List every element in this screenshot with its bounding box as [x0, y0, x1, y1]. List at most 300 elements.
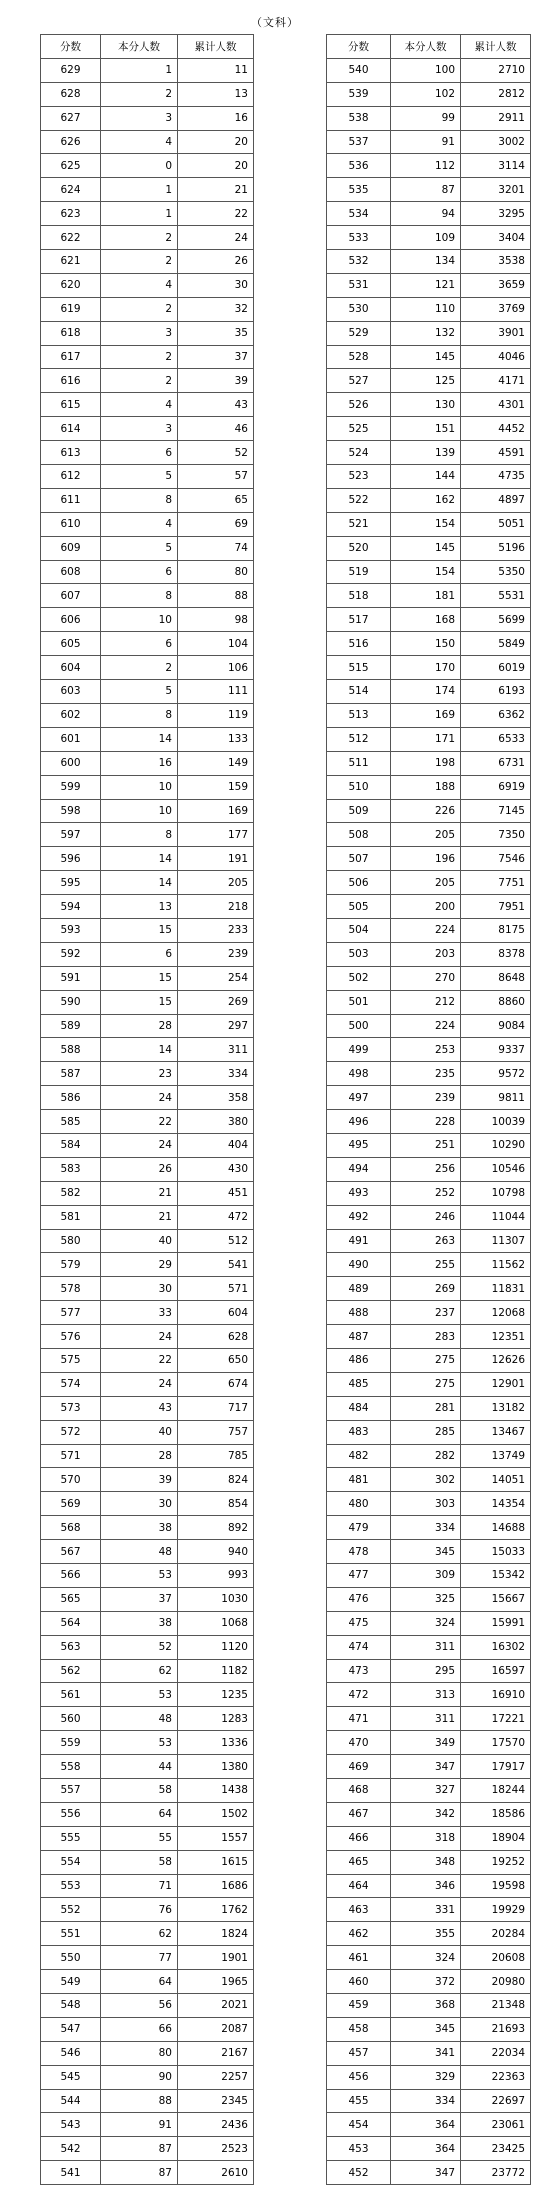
count-cell: 6: [101, 942, 178, 966]
count-cell: 99: [391, 106, 461, 130]
score-cell: 551: [41, 1922, 101, 1946]
score-cell: 462: [327, 1922, 391, 1946]
cumulative-cell: 23061: [461, 2113, 531, 2137]
count-cell: 139: [391, 441, 461, 465]
table-row: [41, 584, 254, 608]
count-cell: 38: [101, 1516, 178, 1540]
table-row: [41, 918, 254, 942]
count-cell: 282: [391, 1444, 461, 1468]
cumulative-cell: 74: [178, 536, 254, 560]
table-row: [41, 1205, 254, 1229]
count-cell: 134: [391, 250, 461, 274]
count-cell: 48: [101, 1707, 178, 1731]
count-cell: 188: [391, 775, 461, 799]
table-row: [41, 154, 254, 178]
cumulative-cell: 14051: [461, 1468, 531, 1492]
table-row: [327, 1014, 531, 1038]
cumulative-cell: 2087: [178, 2017, 254, 2041]
count-cell: 327: [391, 1779, 461, 1803]
score-cell: 480: [327, 1492, 391, 1516]
score-cell: 530: [327, 297, 391, 321]
count-cell: 324: [391, 1946, 461, 1970]
count-cell: 349: [391, 1731, 461, 1755]
score-cell: 491: [327, 1229, 391, 1253]
count-cell: 4: [101, 512, 178, 536]
count-cell: 281: [391, 1396, 461, 1420]
table-row: [41, 1779, 254, 1803]
table-row: [327, 1062, 531, 1086]
cumulative-cell: 6919: [461, 775, 531, 799]
cumulative-cell: 24: [178, 226, 254, 250]
score-cell: 575: [41, 1348, 101, 1372]
score-cell: 536: [327, 154, 391, 178]
table-row: [41, 1086, 254, 1110]
cumulative-cell: 21: [178, 178, 254, 202]
score-cell: 594: [41, 895, 101, 919]
cumulative-cell: 11044: [461, 1205, 531, 1229]
cumulative-cell: 5051: [461, 512, 531, 536]
score-cell: 498: [327, 1062, 391, 1086]
count-cell: 48: [101, 1540, 178, 1564]
cumulative-cell: 13: [178, 82, 254, 106]
count-cell: 346: [391, 1874, 461, 1898]
score-cell: 463: [327, 1898, 391, 1922]
count-cell: 125: [391, 369, 461, 393]
cumulative-cell: 13467: [461, 1420, 531, 1444]
table-row: [41, 1707, 254, 1731]
count-cell: 109: [391, 226, 461, 250]
score-cell: 581: [41, 1205, 101, 1229]
cumulative-cell: 6019: [461, 656, 531, 680]
score-cell: 627: [41, 106, 101, 130]
cumulative-cell: 19252: [461, 1850, 531, 1874]
table-row: [327, 1874, 531, 1898]
score-cell: 597: [41, 823, 101, 847]
cumulative-cell: 1901: [178, 1946, 254, 1970]
table-row: [327, 1970, 531, 1994]
score-cell: 481: [327, 1468, 391, 1492]
cumulative-cell: 43: [178, 393, 254, 417]
count-cell: 33: [101, 1301, 178, 1325]
score-cell: 526: [327, 393, 391, 417]
table-row: [41, 1420, 254, 1444]
cumulative-cell: 15033: [461, 1540, 531, 1564]
count-cell: 4: [101, 130, 178, 154]
table-row: [41, 1157, 254, 1181]
count-cell: 168: [391, 608, 461, 632]
table-row: [327, 608, 531, 632]
count-cell: 30: [101, 1277, 178, 1301]
score-cell: 552: [41, 1898, 101, 1922]
count-cell: 364: [391, 2137, 461, 2161]
score-cell: 569: [41, 1492, 101, 1516]
score-cell: 476: [327, 1587, 391, 1611]
count-cell: 311: [391, 1707, 461, 1731]
count-cell: 40: [101, 1420, 178, 1444]
table-row: [327, 1133, 531, 1157]
table-row: [327, 58, 531, 82]
score-cell: 613: [41, 441, 101, 465]
table-row: [327, 703, 531, 727]
table-row: [327, 942, 531, 966]
count-cell: 2: [101, 369, 178, 393]
score-cell: 516: [327, 632, 391, 656]
score-cell: 565: [41, 1587, 101, 1611]
score-cell: 609: [41, 536, 101, 560]
table-row: [327, 1038, 531, 1062]
score-cell: 540: [327, 58, 391, 82]
score-cell: 554: [41, 1850, 101, 1874]
count-cell: 144: [391, 465, 461, 489]
table-row: [327, 2017, 531, 2041]
cumulative-cell: 98: [178, 608, 254, 632]
count-cell: 3: [101, 321, 178, 345]
count-cell: 10: [101, 608, 178, 632]
cumulative-cell: 22697: [461, 2089, 531, 2113]
table-header-row: [327, 35, 531, 59]
cumulative-cell: 2610: [178, 2161, 254, 2185]
cumulative-cell: 824: [178, 1468, 254, 1492]
cumulative-cell: 297: [178, 1014, 254, 1038]
score-cell: 459: [327, 1994, 391, 2018]
table-row: [41, 1181, 254, 1205]
score-cell: 510: [327, 775, 391, 799]
score-cell: 629: [41, 58, 101, 82]
count-cell: 181: [391, 584, 461, 608]
count-cell: 345: [391, 2017, 461, 2041]
count-cell: 200: [391, 895, 461, 919]
score-cell: 513: [327, 703, 391, 727]
score-cell: 580: [41, 1229, 101, 1253]
cumulative-cell: 451: [178, 1181, 254, 1205]
cumulative-cell: 7546: [461, 847, 531, 871]
count-cell: 6: [101, 560, 178, 584]
table-row: [41, 369, 254, 393]
count-cell: 347: [391, 1755, 461, 1779]
table-row: [41, 273, 254, 297]
table-row: [327, 632, 531, 656]
cumulative-cell: 17570: [461, 1731, 531, 1755]
cumulative-cell: 65: [178, 488, 254, 512]
table-row: [327, 1444, 531, 1468]
score-cell: 477: [327, 1564, 391, 1588]
cumulative-cell: 541: [178, 1253, 254, 1277]
count-cell: 171: [391, 727, 461, 751]
score-cell: 564: [41, 1611, 101, 1635]
score-cell: 508: [327, 823, 391, 847]
count-cell: 52: [101, 1635, 178, 1659]
score-cell: 507: [327, 847, 391, 871]
score-cell: 514: [327, 680, 391, 704]
score-cell: 614: [41, 417, 101, 441]
count-cell: 269: [391, 1277, 461, 1301]
table-row: [41, 178, 254, 202]
score-cell: 495: [327, 1133, 391, 1157]
score-cell: 603: [41, 680, 101, 704]
table-row: [41, 871, 254, 895]
table-row: [41, 417, 254, 441]
table-row: [327, 847, 531, 871]
count-cell: 100: [391, 58, 461, 82]
count-cell: 205: [391, 871, 461, 895]
cumulative-cell: 14354: [461, 1492, 531, 1516]
cumulative-cell: 993: [178, 1564, 254, 1588]
count-cell: 198: [391, 751, 461, 775]
count-cell: 3: [101, 106, 178, 130]
cumulative-cell: 512: [178, 1229, 254, 1253]
count-cell: 24: [101, 1086, 178, 1110]
score-cell: 626: [41, 130, 101, 154]
score-cell: 527: [327, 369, 391, 393]
cumulative-cell: 22363: [461, 2065, 531, 2089]
count-cell: 318: [391, 1826, 461, 1850]
table-row: [41, 1038, 254, 1062]
score-cell: 568: [41, 1516, 101, 1540]
table-row: [41, 512, 254, 536]
count-cell: 6: [101, 441, 178, 465]
score-cell: 535: [327, 178, 391, 202]
score-cell: 518: [327, 584, 391, 608]
table-row: [327, 799, 531, 823]
count-cell: 14: [101, 871, 178, 895]
table-row: [327, 1850, 531, 1874]
table-row: [327, 1420, 531, 1444]
score-cell: 595: [41, 871, 101, 895]
cumulative-cell: 1068: [178, 1611, 254, 1635]
score-cell: 612: [41, 465, 101, 489]
score-cell: 622: [41, 226, 101, 250]
score-cell: 500: [327, 1014, 391, 1038]
cumulative-cell: 17221: [461, 1707, 531, 1731]
count-cell: 64: [101, 1802, 178, 1826]
table-row: [327, 1468, 531, 1492]
cumulative-cell: 1120: [178, 1635, 254, 1659]
score-cell: 490: [327, 1253, 391, 1277]
score-cell: 460: [327, 1970, 391, 1994]
count-cell: 226: [391, 799, 461, 823]
count-cell: 235: [391, 1062, 461, 1086]
score-cell: 529: [327, 321, 391, 345]
score-cell: 606: [41, 608, 101, 632]
cumulative-cell: 11: [178, 58, 254, 82]
table-row: [41, 58, 254, 82]
score-cell: 515: [327, 656, 391, 680]
table-row: [327, 727, 531, 751]
score-cell: 610: [41, 512, 101, 536]
cumulative-cell: 254: [178, 966, 254, 990]
cumulative-cell: 69: [178, 512, 254, 536]
count-cell: 28: [101, 1444, 178, 1468]
count-cell: 295: [391, 1659, 461, 1683]
score-cell: 624: [41, 178, 101, 202]
score-cell: 483: [327, 1420, 391, 1444]
table-row: [41, 608, 254, 632]
count-cell: 347: [391, 2161, 461, 2185]
table-row: [41, 345, 254, 369]
cumulative-cell: 57: [178, 465, 254, 489]
score-cell: 589: [41, 1014, 101, 1038]
cumulative-cell: 1235: [178, 1683, 254, 1707]
cumulative-cell: 2167: [178, 2041, 254, 2065]
cumulative-cell: 191: [178, 847, 254, 871]
header-count: 本分人数: [391, 35, 461, 59]
table-row: [41, 1683, 254, 1707]
cumulative-cell: 10546: [461, 1157, 531, 1181]
cumulative-cell: 4301: [461, 393, 531, 417]
score-cell: 577: [41, 1301, 101, 1325]
score-cell: 455: [327, 2089, 391, 2113]
cumulative-cell: 5350: [461, 560, 531, 584]
count-cell: 169: [391, 703, 461, 727]
score-cell: 616: [41, 369, 101, 393]
count-cell: 368: [391, 1994, 461, 2018]
count-cell: 255: [391, 1253, 461, 1277]
score-cell: 473: [327, 1659, 391, 1683]
table-row: [41, 2113, 254, 2137]
cumulative-cell: 18904: [461, 1826, 531, 1850]
cumulative-cell: 1686: [178, 1874, 254, 1898]
score-cell: 605: [41, 632, 101, 656]
score-cell: 558: [41, 1755, 101, 1779]
header-cumulative: 累计人数: [461, 35, 531, 59]
table-row: [327, 1301, 531, 1325]
score-cell: 525: [327, 417, 391, 441]
score-table-right: [326, 34, 531, 2185]
score-cell: 543: [41, 2113, 101, 2137]
cumulative-cell: 15991: [461, 1611, 531, 1635]
score-cell: 478: [327, 1540, 391, 1564]
cumulative-cell: 2436: [178, 2113, 254, 2137]
cumulative-cell: 380: [178, 1110, 254, 1134]
cumulative-cell: 674: [178, 1372, 254, 1396]
cumulative-cell: 15667: [461, 1587, 531, 1611]
count-cell: 145: [391, 536, 461, 560]
count-cell: 196: [391, 847, 461, 871]
cumulative-cell: 9337: [461, 1038, 531, 1062]
table-row: [41, 1444, 254, 1468]
table-row: [41, 1372, 254, 1396]
cumulative-cell: 3404: [461, 226, 531, 250]
count-cell: 311: [391, 1635, 461, 1659]
score-cell: 570: [41, 1468, 101, 1492]
cumulative-cell: 1336: [178, 1731, 254, 1755]
score-cell: 504: [327, 918, 391, 942]
table-row: [327, 966, 531, 990]
count-cell: 309: [391, 1564, 461, 1588]
score-cell: 563: [41, 1635, 101, 1659]
score-cell: 586: [41, 1086, 101, 1110]
cumulative-cell: 2257: [178, 2065, 254, 2089]
count-cell: 162: [391, 488, 461, 512]
score-cell: 489: [327, 1277, 391, 1301]
cumulative-cell: 6193: [461, 680, 531, 704]
cumulative-cell: 785: [178, 1444, 254, 1468]
table-row: [41, 1348, 254, 1372]
cumulative-cell: 20284: [461, 1922, 531, 1946]
cumulative-cell: 1502: [178, 1802, 254, 1826]
cumulative-cell: 2911: [461, 106, 531, 130]
count-cell: 16: [101, 751, 178, 775]
cumulative-cell: 5849: [461, 632, 531, 656]
score-cell: 465: [327, 1850, 391, 1874]
cumulative-cell: 3659: [461, 273, 531, 297]
cumulative-cell: 12901: [461, 1372, 531, 1396]
table-row: [41, 727, 254, 751]
cumulative-cell: 23425: [461, 2137, 531, 2161]
score-cell: 599: [41, 775, 101, 799]
cumulative-cell: 21348: [461, 1994, 531, 2018]
table-row: [41, 1133, 254, 1157]
score-cell: 542: [41, 2137, 101, 2161]
count-cell: 13: [101, 895, 178, 919]
table-row: [41, 1014, 254, 1038]
count-cell: 8: [101, 823, 178, 847]
cumulative-cell: 4452: [461, 417, 531, 441]
count-cell: 1: [101, 178, 178, 202]
count-cell: 58: [101, 1779, 178, 1803]
count-cell: 224: [391, 1014, 461, 1038]
count-cell: 355: [391, 1922, 461, 1946]
table-row: [41, 1564, 254, 1588]
cumulative-cell: 1182: [178, 1659, 254, 1683]
cumulative-cell: 16: [178, 106, 254, 130]
cumulative-cell: 8378: [461, 942, 531, 966]
score-cell: 494: [327, 1157, 391, 1181]
table-row: [41, 1850, 254, 1874]
count-cell: 94: [391, 202, 461, 226]
table-row: [41, 1635, 254, 1659]
cumulative-cell: 334: [178, 1062, 254, 1086]
table-row: [327, 1922, 531, 1946]
cumulative-cell: 8648: [461, 966, 531, 990]
cumulative-cell: 6731: [461, 751, 531, 775]
count-cell: 112: [391, 154, 461, 178]
table-row: [327, 1683, 531, 1707]
score-cell: 625: [41, 154, 101, 178]
count-cell: 44: [101, 1755, 178, 1779]
count-cell: 24: [101, 1133, 178, 1157]
cumulative-cell: 1380: [178, 1755, 254, 1779]
cumulative-cell: 3295: [461, 202, 531, 226]
score-cell: 579: [41, 1253, 101, 1277]
cumulative-cell: 628: [178, 1325, 254, 1349]
cumulative-cell: 3002: [461, 130, 531, 154]
score-cell: 475: [327, 1611, 391, 1635]
cumulative-cell: 14688: [461, 1516, 531, 1540]
table-row: [327, 536, 531, 560]
table-row: [327, 2113, 531, 2137]
score-cell: 555: [41, 1826, 101, 1850]
cumulative-cell: 205: [178, 871, 254, 895]
table-row: [327, 1181, 531, 1205]
cumulative-cell: 3114: [461, 154, 531, 178]
table-row: [327, 1372, 531, 1396]
count-cell: 275: [391, 1348, 461, 1372]
count-cell: 237: [391, 1301, 461, 1325]
cumulative-cell: 32: [178, 297, 254, 321]
score-cell: 621: [41, 250, 101, 274]
count-cell: 151: [391, 417, 461, 441]
score-cell: 533: [327, 226, 391, 250]
count-cell: 28: [101, 1014, 178, 1038]
score-cell: 615: [41, 393, 101, 417]
cumulative-cell: 9084: [461, 1014, 531, 1038]
table-row: [327, 656, 531, 680]
table-row: [41, 2137, 254, 2161]
count-cell: 2: [101, 297, 178, 321]
score-cell: 519: [327, 560, 391, 584]
count-cell: 110: [391, 297, 461, 321]
